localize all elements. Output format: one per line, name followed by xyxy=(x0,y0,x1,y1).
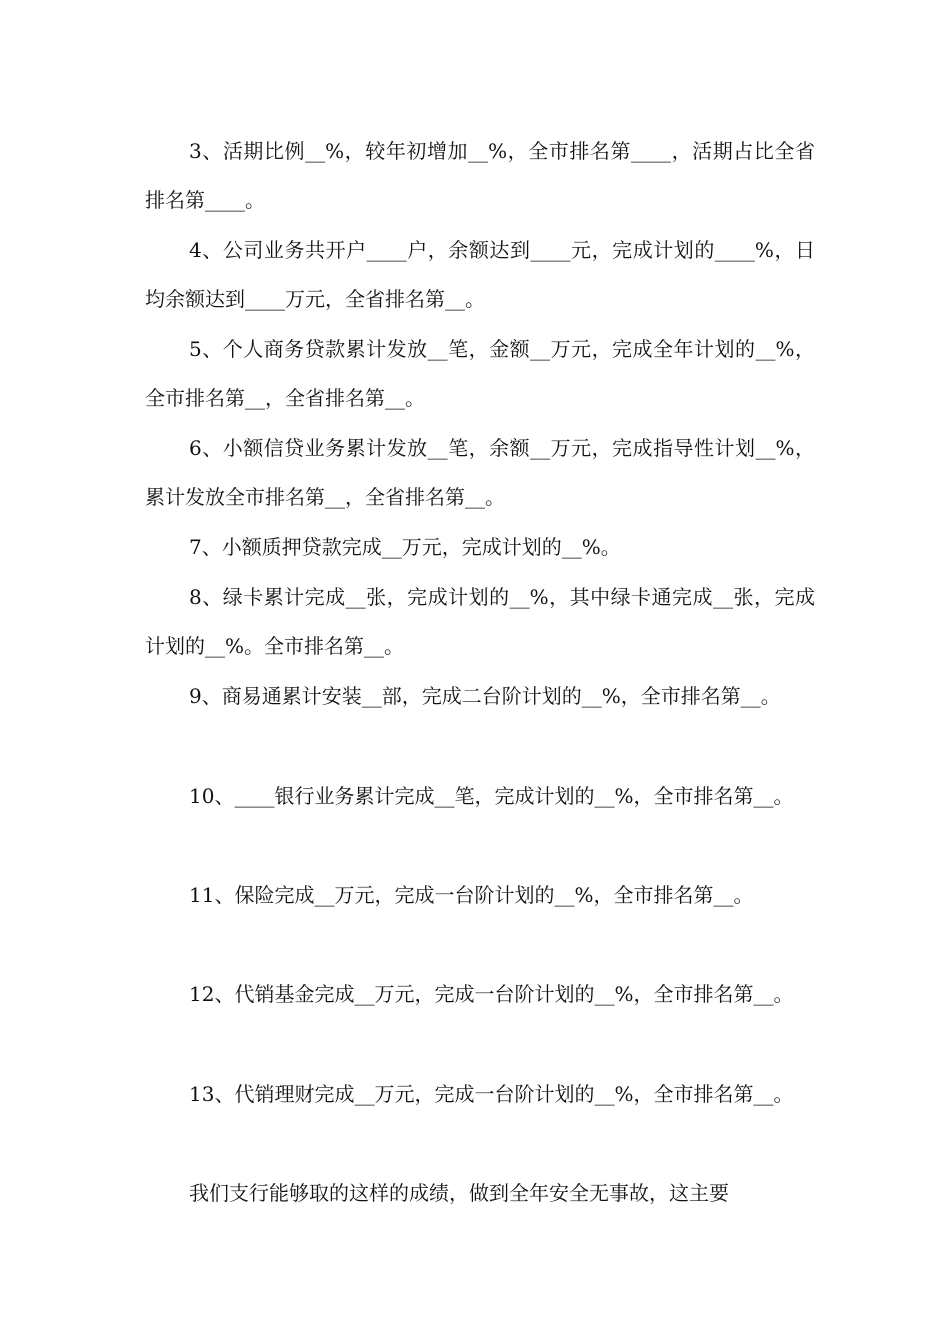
paragraph-item-10: 10、____银行业务累计完成__笔，完成计划的__%，全市排名第__。 xyxy=(189,784,794,808)
paragraph-item-9: 9、商易通累计安装__部，完成二台阶计划的__%，全市排名第__。 xyxy=(189,684,781,708)
paragraph-item-12: 12、代销基金完成__万元，完成一台阶计划的__%，全市排名第__。 xyxy=(189,982,794,1006)
paragraph-item-5: 5、个人商务贷款累计发放__笔，金额__万元，完成全年计划的__%，全市排名第__，全省排名第__。 xyxy=(145,337,815,410)
paragraph-item-8: 8、绿卡累计完成__张，完成计划的__%，其中绿卡通完成__张，完成计划的__%。全市排名第__。 xyxy=(145,585,815,658)
paragraph-item-6: 6、小额信贷业务累计发放__笔，余额__万元，完成指导性计划__%，累计发放全市排名第__，全省排名第__。 xyxy=(145,436,815,509)
paragraph-item-7: 7、小额质押贷款完成__万元，完成计划的__%。 xyxy=(189,535,621,559)
paragraph-item-4: 4、公司业务共开户____户，余额达到____元，完成计划的____%，日均余额达到____万元，全省排名第__。 xyxy=(145,238,815,311)
paragraph-item-3: 3、活期比例__%，较年初增加__%，全市排名第____，活期占比全省排名第____。 xyxy=(145,139,815,212)
paragraph-item-13: 13、代销理财完成__万元，完成一台阶计划的__%，全市排名第__。 xyxy=(189,1082,794,1106)
paragraph-item-11: 11、保险完成__万元，完成一台阶计划的__%，全市排名第__。 xyxy=(189,883,754,907)
paragraph-closing: 我们支行能够取的这样的成绩，做到全年安全无事故，这主要 xyxy=(189,1181,729,1205)
